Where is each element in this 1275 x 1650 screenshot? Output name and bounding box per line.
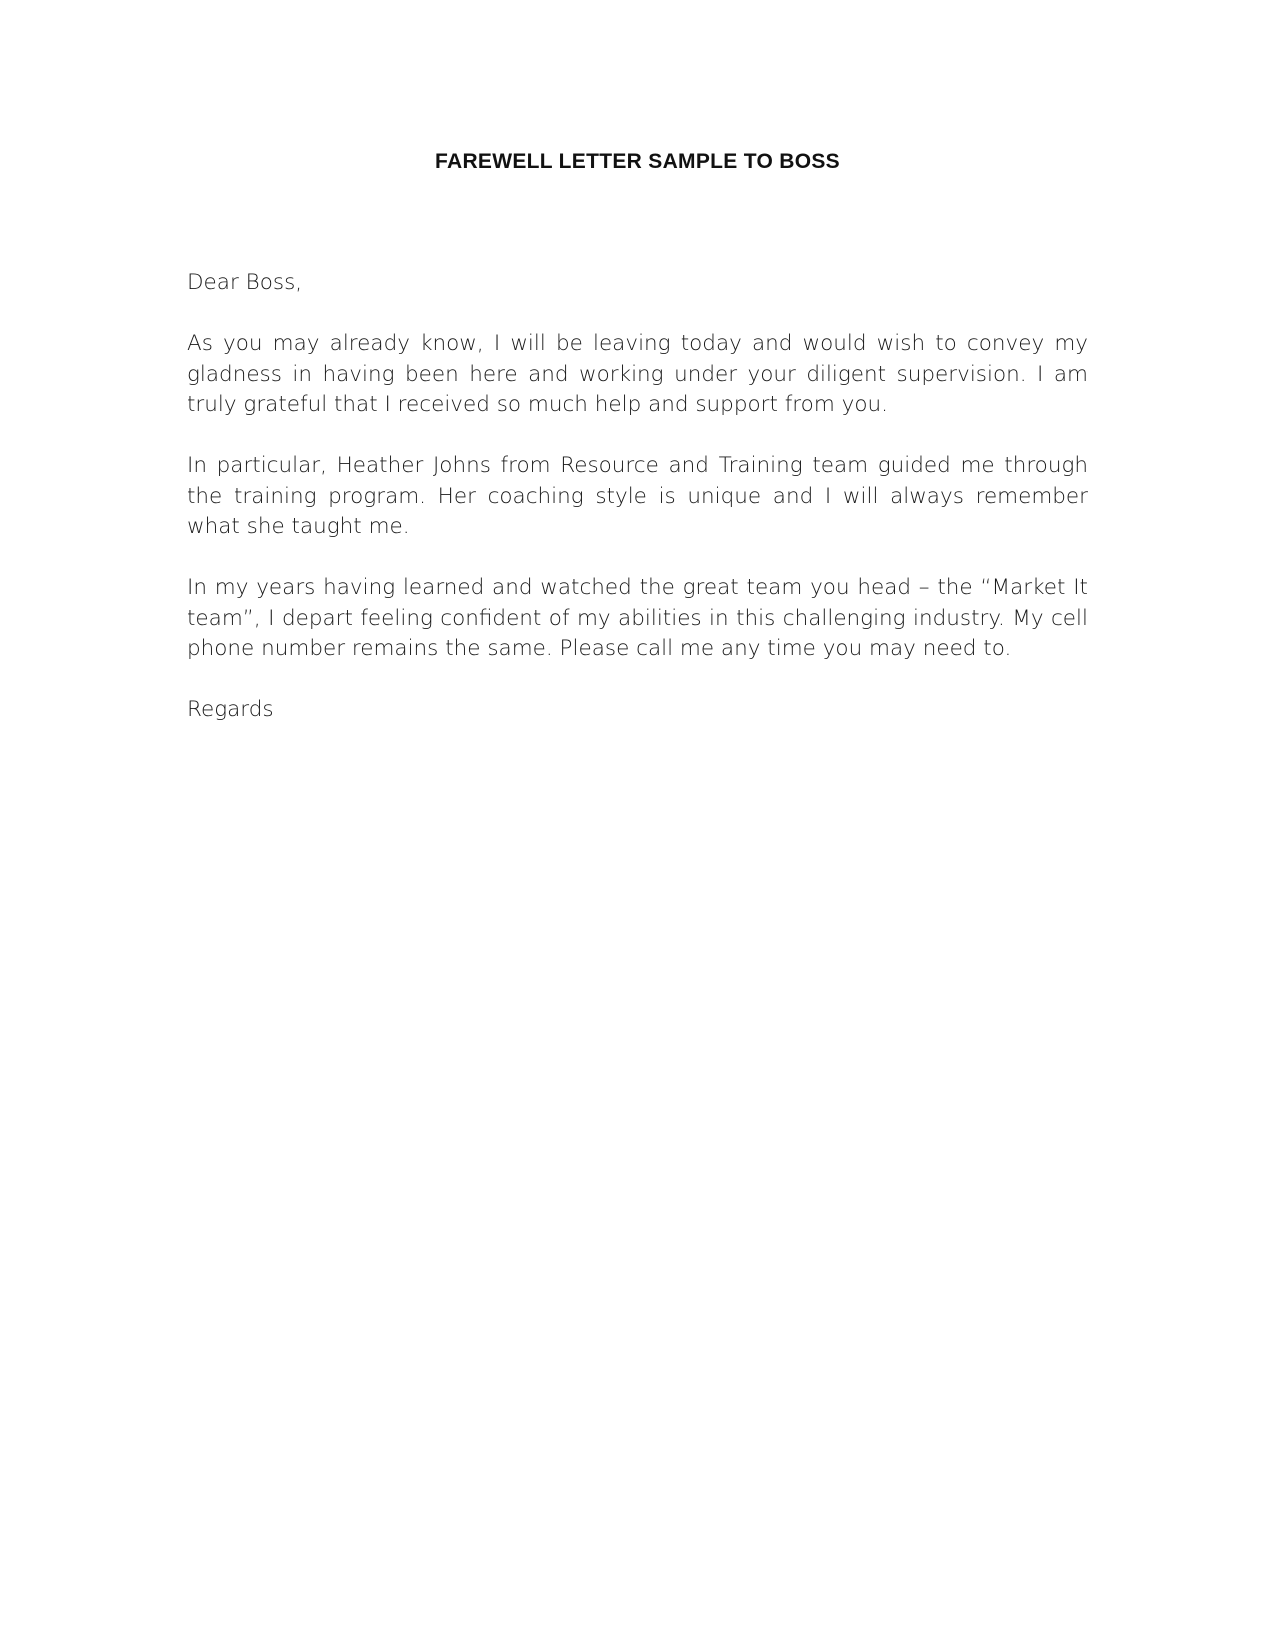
document-title: FAREWELL LETTER SAMPLE TO BOSS: [435, 150, 840, 173]
closing: Regards: [187, 697, 274, 722]
paragraph-intro: As you may already know, I will be leaving today and would wish to convey my gladness in having been here and working under your diligent supervision. I am truly grateful that I received so much help and support from you.: [187, 331, 1088, 417]
paragraph-closing-remarks: In my years having learned and watched the great team you head – the “Market It team”, I depart feeling confident of my abilities in this challenging industry. My cell phone number remains the same. Please call me any time you may need to.: [187, 575, 1088, 661]
paragraph-training: In particular, Heather Johns from Resource and Training team guided me through the training program. Her coaching style is unique and I will always remember what she taught me.: [187, 453, 1088, 539]
salutation: Dear Boss,: [187, 270, 303, 295]
letter-body: [187, 268, 1088, 756]
